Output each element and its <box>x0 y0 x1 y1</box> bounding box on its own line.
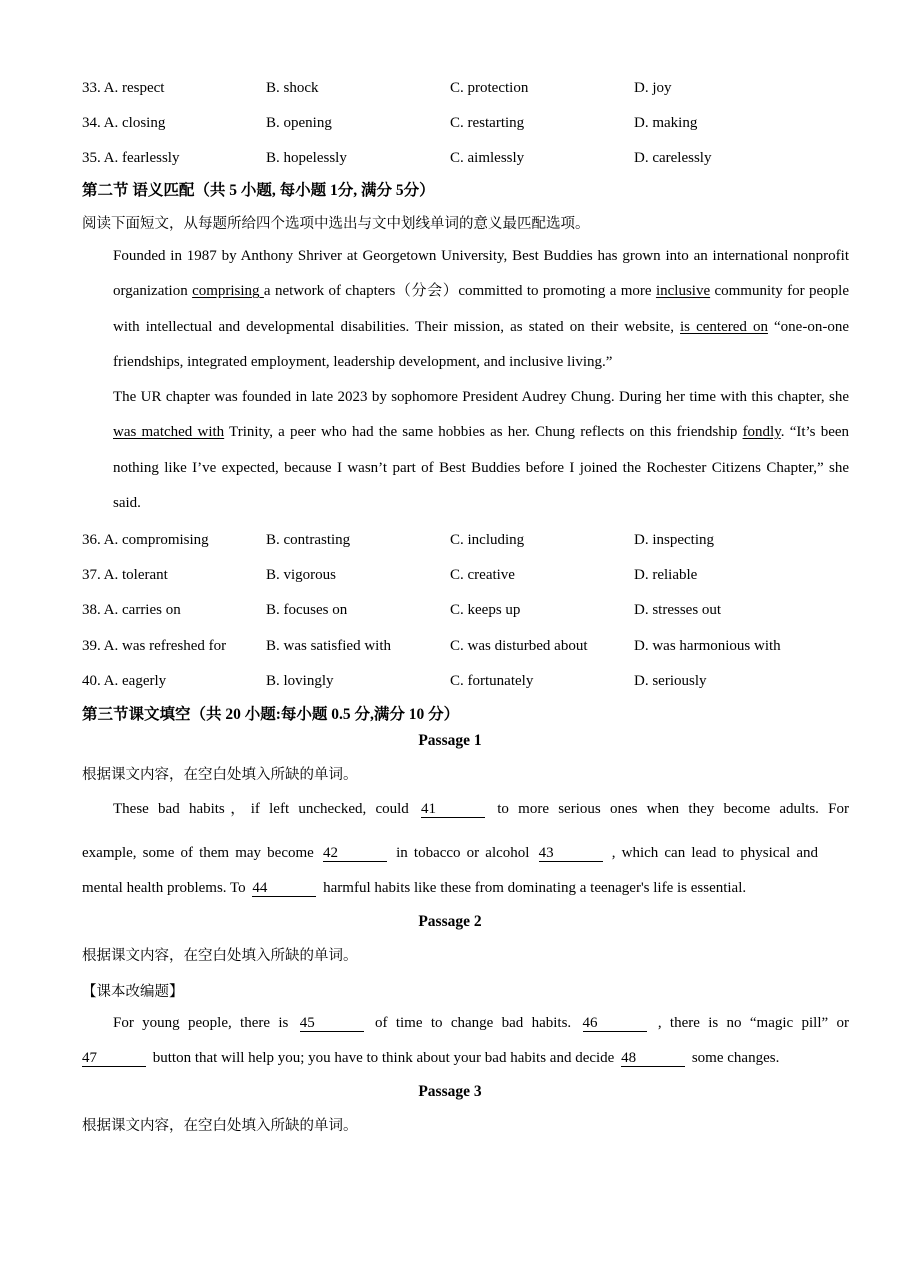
option-row-39 <box>82 635 818 657</box>
option-row-35 <box>82 147 818 169</box>
option-b: B. opening <box>266 115 332 131</box>
option-c: C. was disturbed about <box>450 638 588 654</box>
passage3-instruction: 根据课文内容，在空白处填入所缺的单词。 <box>82 1118 358 1134</box>
option-c: C. fortunately <box>450 673 534 689</box>
option-d: D. was harmonious with <box>634 638 781 654</box>
option-c: C. keeps up <box>450 602 521 618</box>
passage1-line-1: These bad habits，if left unchecked, could 41 to more serious ones when they become adults. For <box>113 801 849 817</box>
option-a: 36. A. compromising <box>82 532 209 548</box>
blank-43[interactable]: 43 <box>539 845 603 862</box>
underlined-word-38: is centered on <box>680 318 768 335</box>
option-b: B. contrasting <box>266 532 351 548</box>
option-c: C. protection <box>450 80 529 96</box>
blank-41[interactable]: 41 <box>421 801 485 818</box>
option-row-37 <box>82 564 818 586</box>
passage1-line-2: example, some of them may become 42 in tobacco or alcohol 43 , which can lead to physical and <box>82 845 819 861</box>
passage1-title: Passage 1 <box>418 732 482 749</box>
blank-46[interactable]: 46 <box>583 1015 647 1032</box>
passage2-line-1: For young people, there is 45 of time to change bad habits. 46 , there is no “magic pill” or <box>113 1015 849 1031</box>
passage-paragraph-2: The UR chapter was founded in late 2023 by sophomore President Audrey Chung. During her time with this chapter, she was matched with Trinity, a peer who had the same hobbies as her. Chung reflects on this friendship fondly. “It’s been nothing like I’ve expected, because I wasn’t part of Best Buddies before I joined the Rochester Citizens Chapter,” she said. <box>113 389 850 511</box>
passage3-title: Passage 3 <box>418 1083 482 1100</box>
option-c: C. creative <box>450 567 515 583</box>
option-b: B. shock <box>266 80 319 96</box>
underlined-word-40: fondly <box>742 424 781 441</box>
option-row-40 <box>82 670 818 692</box>
blank-48[interactable]: 48 <box>621 1050 685 1067</box>
option-b: B. focuses on <box>266 602 348 618</box>
option-a: 35. A. fearlessly <box>82 150 180 166</box>
option-c: C. aimlessly <box>450 150 525 166</box>
option-d: D. seriously <box>634 673 707 689</box>
blank-42[interactable]: 42 <box>323 845 387 862</box>
option-b: B. was satisfied with <box>266 638 391 654</box>
passage1-instruction: 根据课文内容，在空白处填入所缺的单词。 <box>82 767 358 783</box>
option-d: D. joy <box>634 80 672 96</box>
passage1-line-3: mental health problems. To 44 harmful habits like these from dominating a teenager's life is essential. <box>82 880 747 896</box>
option-b: B. hopelessly <box>266 150 347 166</box>
option-row-38 <box>82 599 818 621</box>
underlined-word-36: comprising <box>192 283 264 300</box>
underlined-word-37: inclusive <box>655 283 711 300</box>
option-row-34 <box>82 112 818 134</box>
option-b: B. lovingly <box>266 673 334 689</box>
option-d: D. reliable <box>634 567 698 583</box>
textbook-adapted-tag: 【课本改编题】 <box>82 984 184 1000</box>
option-b: B. vigorous <box>266 567 337 583</box>
passage2-title: Passage 2 <box>418 913 482 930</box>
blank-45[interactable]: 45 <box>300 1015 364 1032</box>
option-a: 33. A. respect <box>82 80 165 96</box>
blank-47[interactable]: 47 <box>82 1050 146 1067</box>
passage2-line-2: 47 button that will help you; you have to think about your bad habits and decide 48 some changes. <box>82 1050 780 1066</box>
passage2-instruction: 根据课文内容，在空白处填入所缺的单词。 <box>82 948 358 964</box>
option-row-33 <box>82 77 818 99</box>
option-d: D. carelessly <box>634 150 712 166</box>
option-d: D. making <box>634 115 698 131</box>
option-c: C. restarting <box>450 115 525 131</box>
passage-paragraph-1: Founded in 1987 by Anthony Shriver at Georgetown University, Best Buddies has grown into an international nonprofit organization comprising a network of chapters（分会）committed to promoting a more inclusive community for people with intellectual and developmental disabilities. Their mission, as stated on their website, is centered on “one-on-one friendships, integrated employment, leadership development, and inclusive living.” <box>113 248 849 370</box>
underlined-word-39: was matched with <box>113 424 225 441</box>
section3-heading: 第三节课文填空（共 20 小题:每小题 0.5 分,满分 10 分） <box>82 706 460 723</box>
option-a: 37. A. tolerant <box>82 567 168 583</box>
option-d: D. inspecting <box>634 532 714 548</box>
option-a: 38. A. carries on <box>82 602 181 618</box>
option-a: 39. A. was refreshed for <box>82 638 227 654</box>
section2-heading: 第二节 语义匹配（共 5 小题, 每小题 1分, 满分 5分） <box>82 182 435 199</box>
blank-44[interactable]: 44 <box>252 880 316 897</box>
option-a: 40. A. eagerly <box>82 673 167 689</box>
option-row-36 <box>82 529 818 551</box>
section2-instruction: 阅读下面短文，从每题所给四个选项中选出与文中划线单词的意义最匹配选项。 <box>82 216 590 232</box>
option-c: C. including <box>450 532 525 548</box>
option-a: 34. A. closing <box>82 115 166 131</box>
option-d: D. stresses out <box>634 602 722 618</box>
